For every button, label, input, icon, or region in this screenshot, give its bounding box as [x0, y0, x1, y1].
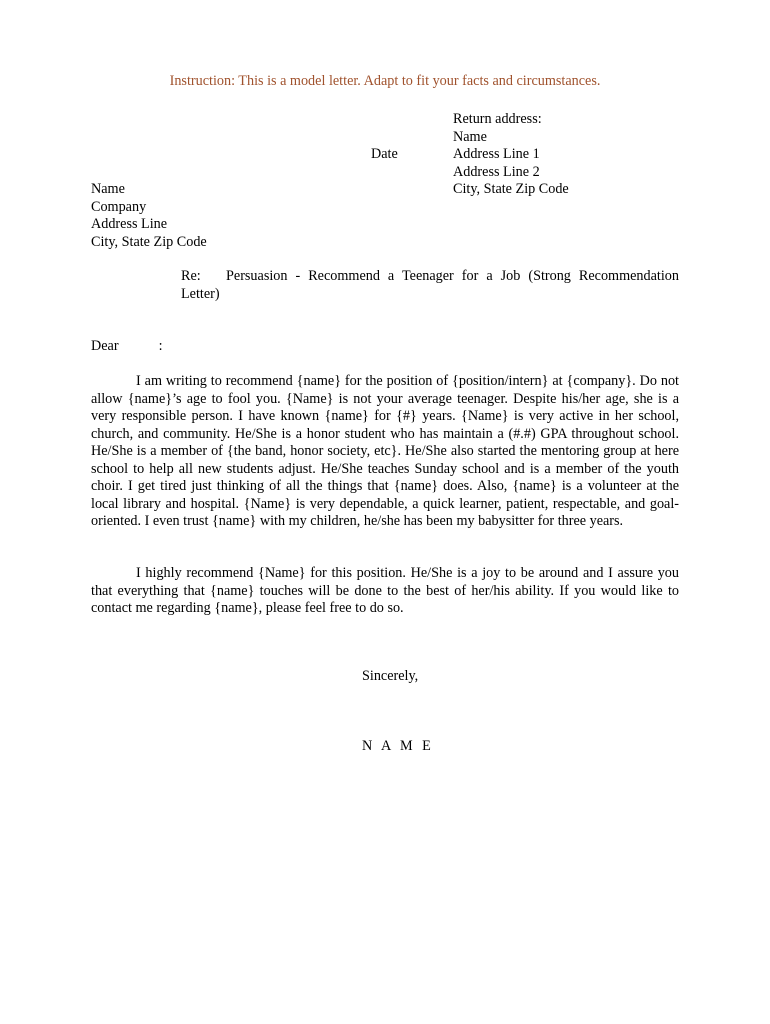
salutation-greeting: Dear [91, 338, 119, 354]
return-address-line-2: Address Line 2 [453, 163, 540, 180]
subject-line [181, 268, 679, 303]
recipient-company: Company [91, 198, 147, 215]
body-paragraph-1: I am writing to recommend {name} for the position of {position/intern} at {company}. Do not allow {name}’s age to fool you. {Name} is not your average teenager. Despite his/her age, she is a very responsible person. I have known {name} for {#} years. {Name} is very active in her school, church, and community. He/She is a honor student who has maintain a (#.#) GPA throughout school. He/She is a member of {the band, honor society, etc}. He/She also started the mentoring group at here school to help all new students adjust. He/She teaches Sunday school and is a member of the youth choir. I get tired just thinking of all the things that {name} does. Also, {name} is a volunteer at the local library and hospital. {Name} is very dependable, a quick learner, patient, respectable, and goal-oriented. I even trust {name} with my children, he/she has been my babysitter for three years. [91, 373, 679, 529]
return-address-city-state-zip: City, State Zip Code [453, 181, 569, 197]
return-address-label: Return address: [453, 111, 542, 127]
recipient-address-line: Address Line [91, 216, 168, 232]
recipient-city-state-zip: City, State Zip Code [91, 233, 207, 250]
subject-label: Re: [181, 268, 201, 284]
recipient-name: Name [91, 181, 125, 197]
body-paragraph-2: I highly recommend {Name} for this position. He/She is a joy to be around and I assure you that everything that {name} touches will be done to the best of her/his ability. If you would like to contact me regarding {name}, please feel free to do so. [91, 565, 679, 616]
recipient-address-block [91, 181, 207, 251]
closing: Sincerely, [362, 668, 419, 684]
instruction-note: Instruction: This is a model letter. Adapt to fit your facts and circumstances. [169, 73, 601, 89]
return-address-block [453, 111, 569, 199]
return-address-name: Name [453, 128, 487, 145]
signature-name: N A M E [362, 738, 434, 754]
salutation-punct: : [158, 338, 163, 354]
return-address-line-1: Address Line 1 [453, 146, 540, 162]
letter-date: Date [371, 146, 398, 162]
subject-text: Persuasion - Recommend a Teenager for a Job (Strong Recommendation Letter) [181, 268, 679, 302]
salutation [91, 338, 163, 356]
